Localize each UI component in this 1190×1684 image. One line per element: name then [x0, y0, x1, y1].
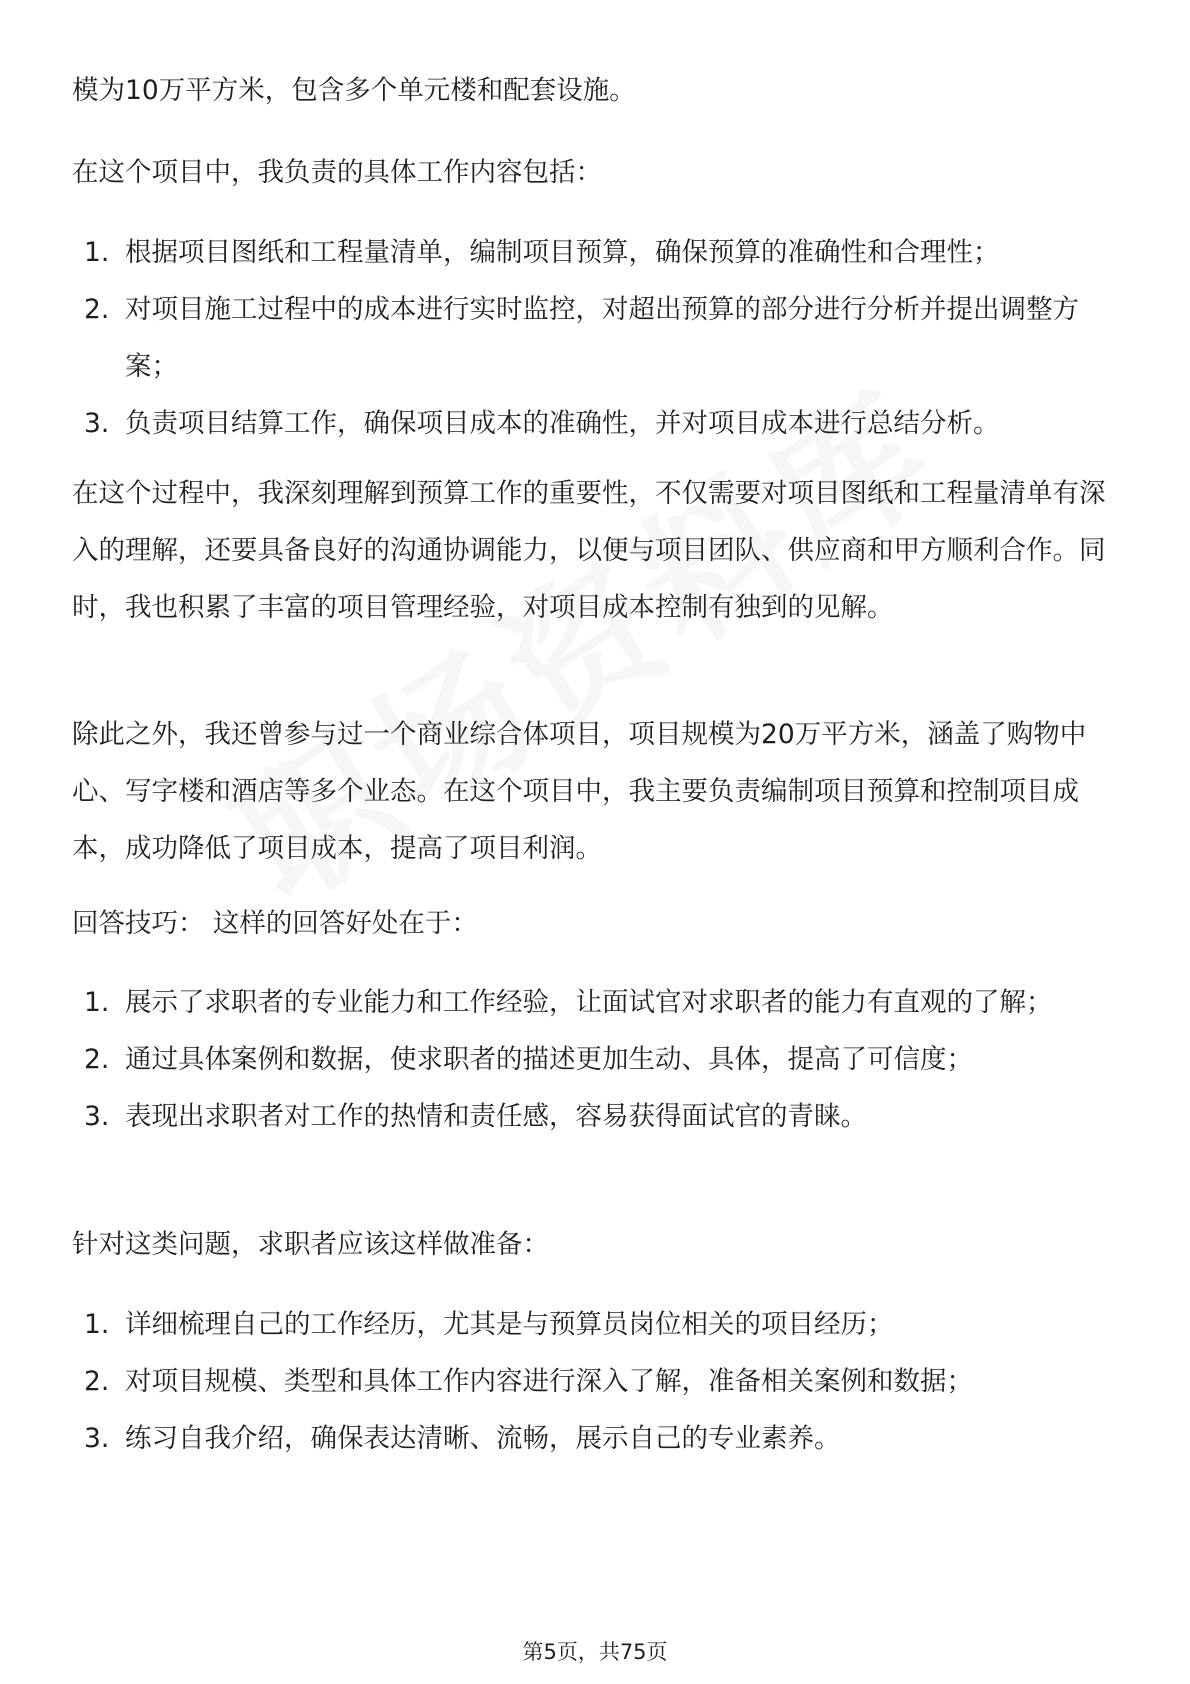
- list-item: 3. 练习自我介绍，确保表达清晰、流畅，展示自己的专业素养。: [84, 1423, 841, 1454]
- list-item: 2. 通过具体案例和数据，使求职者的描述更加生动、具体，提高了可信度；: [84, 1044, 973, 1075]
- paragraph-reflection: 在这个过程中，我深刻理解到预算工作的重要性，不仅需要对项目图纸和工程量清单有深入的理解，还要具备良好的沟通协调能力，以便与项目团队、供应商和甲方顺利合作。同时，我也积累了丰富的项目管理经验，对项目成本控制有独到的见解。: [72, 478, 1106, 623]
- paragraph-preparation-intro: 针对这类问题，求职者应该这样做准备：: [72, 1229, 549, 1260]
- list-item: 2. 对项目规模、类型和具体工作内容进行深入了解，准备相关案例和数据；: [84, 1366, 973, 1397]
- paragraph-responsibilities-intro: 在这个项目中，我负责的具体工作内容包括：: [72, 157, 602, 188]
- list-item: 2. 对项目施工过程中的成本进行实时监控，对超出预算的部分进行分析并提出调整方案；: [84, 294, 1079, 382]
- list-item: 3. 负责项目结算工作，确保项目成本的准确性，并对项目成本进行总结分析。: [84, 408, 1000, 439]
- list-item: 1. 详细梳理自己的工作经历，尤其是与预算员岗位相关的项目经历；: [84, 1309, 894, 1340]
- paragraph-answer-tips: 回答技巧： 这样的回答好处在于：: [72, 908, 478, 939]
- list-item: 3. 表现出求职者对工作的热情和责任感，容易获得面试官的青睐。: [84, 1101, 867, 1132]
- benefits-list: [72, 974, 1122, 1145]
- preparation-list: [72, 1296, 1122, 1467]
- list-item: 1. 根据项目图纸和工程量清单，编制项目预算，确保预算的准确性和合理性；: [84, 237, 1000, 268]
- paragraph-intro-continuation: 模为10万平方米，包含多个单元楼和配套设施。: [72, 75, 636, 106]
- list-item: 1. 展示了求职者的专业能力和工作经验，让面试官对求职者的能力有直观的了解；: [84, 987, 1053, 1018]
- page-number-footer: 第5页，共75页: [522, 1640, 668, 1664]
- paragraph-commercial-project: 除此之外，我还曾参与过一个商业综合体项目，项目规模为20万平方米，涵盖了购物中心、写字楼和酒店等多个业态。在这个项目中，我主要负责编制项目预算和控制项目成本，成功降低了项目成本，提高了项目利润。: [72, 719, 1087, 864]
- responsibilities-list: [72, 224, 1122, 452]
